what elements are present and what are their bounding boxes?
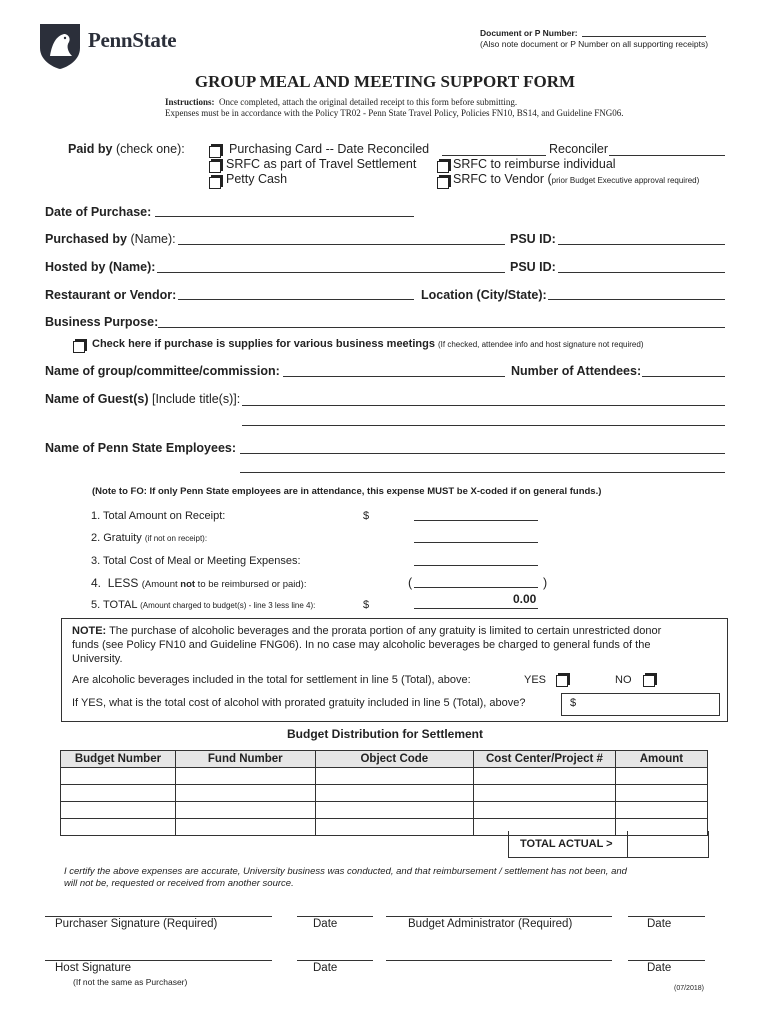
srfc-individual-label: SRFC to reimburse individual: [453, 157, 616, 171]
total-actual-divider: [627, 831, 628, 857]
alcohol-cost-question: If YES, what is the total cost of alcohol with prorated gratuity included in line 5 (Total), above?: [72, 697, 526, 709]
cell[interactable]: [615, 785, 707, 802]
cell[interactable]: [61, 819, 176, 836]
table-row: [61, 785, 708, 802]
location-label: Location (City/State):: [421, 288, 547, 302]
alcohol-yes-label: YES: [524, 674, 547, 686]
shield-icon: [38, 22, 82, 70]
total-label: 5. TOTAL (Amount charged to budget(s) - line 3 less line 4):: [91, 599, 316, 611]
srfc-vendor-label: SRFC to Vendor (prior Budget Executive approval required): [453, 172, 700, 186]
less-paren-close: ): [543, 576, 548, 590]
brand-name: PennState: [88, 28, 177, 52]
date-of-purchase-field[interactable]: [155, 216, 414, 217]
srfc-individual-checkbox[interactable]: [437, 161, 449, 173]
cell[interactable]: [474, 768, 616, 785]
cell[interactable]: [474, 785, 616, 802]
extra-signature-field[interactable]: [386, 960, 612, 961]
form-title: GROUP MEAL AND MEETING SUPPORT FORM: [194, 72, 576, 91]
total-value: 0.00: [513, 592, 537, 606]
employees-field-1[interactable]: [240, 453, 725, 454]
employees-label: Name of Penn State Employees:: [45, 441, 237, 455]
cell[interactable]: [61, 768, 176, 785]
total-cost-field[interactable]: [414, 565, 538, 566]
psu-id-label-2: PSU ID:: [510, 260, 556, 274]
budget-title: Budget Distribution for Settlement: [287, 727, 483, 741]
total-receipt-field[interactable]: [414, 520, 538, 521]
budget-admin-date-label: Date: [647, 918, 672, 930]
psu-id-label-1: PSU ID:: [510, 232, 556, 246]
table-row: [61, 802, 708, 819]
table-row: [61, 768, 708, 785]
col-cost-center: Cost Center/Project #: [474, 751, 616, 768]
cell[interactable]: [615, 802, 707, 819]
budget-admin-label: Budget Administrator (Required): [408, 918, 573, 930]
purchaser-signature-field[interactable]: [45, 916, 272, 917]
less-label: 4. LESS (Amount not to be reimbursed or paid):: [91, 576, 307, 590]
srfc-travel-label: SRFC as part of Travel Settlement: [226, 157, 417, 171]
alcohol-yes-checkbox[interactable]: [556, 675, 568, 687]
budget-header-row: [61, 751, 708, 768]
host-date-label: Date: [313, 962, 338, 974]
group-name-field[interactable]: [283, 376, 505, 377]
employees-field-2[interactable]: [240, 472, 725, 473]
date-reconciled-field[interactable]: [442, 155, 546, 156]
instructions-line1: Once completed, attach the original detailed receipt to this form before submitting.: [219, 97, 518, 107]
purchased-by-field[interactable]: [178, 244, 505, 245]
total-dollar: $: [363, 599, 370, 611]
group-name-label: Name of group/committee/commission:: [45, 364, 280, 378]
purchaser-date-field[interactable]: [297, 916, 373, 917]
srfc-travel-checkbox[interactable]: [209, 161, 221, 173]
hosted-by-label: Hosted by (Name):: [45, 260, 156, 274]
less-paren-open: (: [408, 576, 413, 590]
extra-date-label: Date: [647, 962, 672, 974]
col-object-code: Object Code: [315, 751, 473, 768]
date-of-purchase-label: Date of Purchase:: [45, 205, 152, 219]
total-receipt-label: 1. Total Amount on Receipt:: [91, 510, 226, 522]
extra-date-field[interactable]: [628, 960, 705, 961]
penn-state-logo: [38, 22, 82, 75]
purchased-by-label: Purchased by (Name):: [45, 232, 176, 246]
attendees-label: Number of Attendees:: [511, 364, 642, 378]
purchasing-card-label: Purchasing Card -- Date Reconciled: [229, 142, 430, 156]
col-budget-number: Budget Number: [61, 751, 176, 768]
guests-field-1[interactable]: [242, 405, 725, 406]
restaurant-field[interactable]: [178, 299, 414, 300]
certify-text: I certify the above expenses are accurate, University business was conducted, and that reimbursement / settlement has not been, and will not be, requested or received from another source.: [64, 866, 627, 889]
gratuity-field[interactable]: [414, 542, 538, 543]
psu-id-field-2[interactable]: [558, 272, 725, 273]
restaurant-label: Restaurant or Vendor:: [45, 288, 177, 302]
total-cost-label: 3. Total Cost of Meal or Meeting Expenses:: [91, 555, 301, 567]
business-purpose-field[interactable]: [158, 327, 725, 328]
host-note: (If not the same as Purchaser): [73, 977, 188, 987]
purchaser-date-label: Date: [313, 918, 338, 930]
total-actual-label: TOTAL ACTUAL >: [520, 838, 613, 850]
purchaser-signature-label: Purchaser Signature (Required): [55, 918, 218, 930]
alcohol-cost-dollar: $: [570, 697, 577, 709]
alcohol-question: Are alcoholic beverages included in the total for settlement in line 5 (Total), above:: [72, 674, 471, 686]
business-purpose-label: Business Purpose:: [45, 315, 159, 329]
cell[interactable]: [474, 802, 616, 819]
cell[interactable]: [61, 802, 176, 819]
paid-by-label: Paid by (check one):: [68, 142, 185, 156]
doc-number-label: Document or P Number:: [480, 28, 578, 38]
budget-admin-field[interactable]: [386, 916, 612, 917]
host-date-field[interactable]: [297, 960, 373, 961]
location-field[interactable]: [548, 299, 725, 300]
alcohol-no-checkbox[interactable]: [643, 675, 655, 687]
guests-field-2[interactable]: [242, 425, 725, 426]
alcohol-note: NOTE: The purchase of alcoholic beverages and the prorata portion of any gratuity is limited to certain unrestricted donor funds (see Policy FN10 and Guideline FNG06). In no case may alcoholic beverages be charged to general funds of the University.: [72, 625, 662, 665]
doc-number-field[interactable]: [582, 36, 706, 37]
alcohol-no-label: NO: [615, 674, 632, 686]
cell[interactable]: [315, 819, 473, 836]
supplies-label: Check here if purchase is supplies for various business meetings (If checked, attendee info and host signature not required): [92, 338, 644, 350]
instructions-label: Instructions:: [165, 97, 215, 107]
cell[interactable]: [175, 768, 315, 785]
cell[interactable]: [615, 768, 707, 785]
cell[interactable]: [315, 768, 473, 785]
total-receipt-dollar: $: [363, 510, 370, 522]
instructions-line2: Expenses must be in accordance with the Policy TR02 - Penn State Travel Policy, Policies FN10, BS14, and Guideline FNG06.: [165, 108, 624, 118]
petty-cash-checkbox[interactable]: [209, 177, 221, 189]
alcohol-cost-field[interactable]: [561, 693, 720, 716]
total-field[interactable]: [414, 608, 538, 609]
guests-label: Name of Guest(s) [Include title(s)]:: [45, 392, 241, 406]
reconciler-field[interactable]: [609, 155, 725, 156]
col-fund-number: Fund Number: [175, 751, 315, 768]
fo-note: (Note to FO: If only Penn State employees are in attendance, this expense MUST be X-coded if on general funds.): [92, 486, 602, 497]
attendees-field[interactable]: [642, 376, 725, 377]
reconciler-label: Reconciler: [549, 142, 609, 156]
cell[interactable]: [175, 802, 315, 819]
cell[interactable]: [315, 802, 473, 819]
budget-admin-date-field[interactable]: [628, 916, 705, 917]
col-amount: Amount: [615, 751, 707, 768]
psu-id-field-1[interactable]: [558, 244, 725, 245]
cell[interactable]: [175, 819, 315, 836]
host-signature-label: Host Signature: [55, 962, 132, 974]
hosted-by-field[interactable]: [157, 272, 505, 273]
revision-date: (07/2018): [674, 985, 704, 992]
cell[interactable]: [61, 785, 176, 802]
supplies-checkbox[interactable]: [73, 341, 85, 353]
purchasing-card-checkbox[interactable]: [209, 146, 221, 158]
budget-table: [60, 750, 708, 836]
host-signature-field[interactable]: [45, 960, 272, 961]
cell[interactable]: [315, 785, 473, 802]
instructions: [165, 97, 623, 119]
gratuity-label: 2. Gratuity (if not on receipt):: [91, 532, 208, 544]
petty-cash-label: Petty Cash: [226, 172, 288, 186]
less-field[interactable]: [414, 587, 538, 588]
srfc-vendor-checkbox[interactable]: [437, 177, 449, 189]
cell[interactable]: [175, 785, 315, 802]
doc-number-note: (Also note document or P Number on all supporting receipts): [480, 39, 709, 49]
